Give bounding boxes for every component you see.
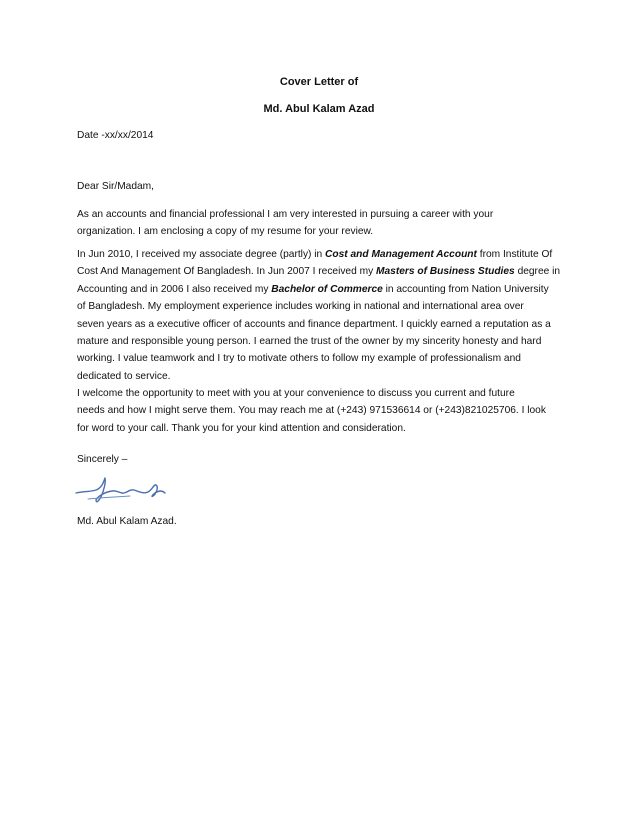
paragraph-2-line: mature and responsible young person. I earned the trust of the owner by my sincerity honesty and hard bbox=[77, 336, 542, 348]
paragraph-3-line: I welcome the opportunity to meet with you at your convenience to discuss you current and future bbox=[77, 388, 515, 399]
paragraph-2 bbox=[77, 246, 572, 385]
degree-emphasis: Bachelor of Commerce bbox=[271, 283, 383, 295]
degree-emphasis: Cost and Management Account bbox=[325, 249, 477, 260]
paragraph-3 bbox=[77, 385, 572, 437]
degree-emphasis: Masters of Business Studies bbox=[376, 266, 515, 278]
paragraph-1-line: As an accounts and financial professional I am very interested in pursuing a career with your bbox=[77, 209, 494, 220]
paragraph-1-line: organization. I am enclosing a copy of my resume for your review. bbox=[77, 226, 374, 238]
paragraph-2-text: in accounting from Nation University bbox=[382, 283, 549, 295]
letter-subtitle: Md. Abul Kalam Azad bbox=[263, 103, 375, 115]
paragraph-2-text: In Jun 2010, I received my associate degree (partly) in bbox=[77, 249, 326, 260]
paragraph-2-text: from Institute Of bbox=[476, 249, 553, 260]
paragraph-2-line bbox=[77, 281, 572, 298]
paragraph-2-line bbox=[77, 263, 572, 280]
paragraph-2-line bbox=[77, 246, 572, 263]
paragraph-2-text: Cost And Management Of Bangladesh. In Jun 2007 I received my bbox=[77, 266, 377, 278]
paragraph-3-line: for word to your call. Thank you for your kind attention and consideration. bbox=[77, 422, 406, 434]
letter-closing: Sincerely – bbox=[77, 454, 128, 465]
paragraph-2-text: Accounting and in 2006 I also received my bbox=[77, 283, 272, 295]
paragraph-2-line: seven years as a executive officer of accounts and finance department. I quickly earned a reputation as a bbox=[77, 318, 551, 330]
paragraph-2-line: of Bangladesh. My employment experience includes working in national and international area over bbox=[77, 301, 524, 313]
paragraph-2-line: working. I value teamwork and I try to motivate others to follow my example of professionalism and bbox=[77, 353, 521, 365]
letter-greeting: Dear Sir/Madam, bbox=[77, 181, 154, 192]
paragraph-3-line: needs and how I might serve them. You may reach me at (+243) 971536614 or (+243)821025706. I look bbox=[77, 405, 546, 417]
signature-icon bbox=[74, 472, 166, 508]
signatory-name: Md. Abul Kalam Azad. bbox=[77, 516, 177, 527]
letter-title: Cover Letter of bbox=[279, 76, 359, 88]
paragraph-2-line: dedicated to service. bbox=[77, 370, 171, 382]
letter-date: Date -xx/xx/2014 bbox=[77, 130, 154, 141]
paragraph-2-text: degree in bbox=[514, 266, 561, 278]
paragraph-1 bbox=[77, 206, 572, 241]
